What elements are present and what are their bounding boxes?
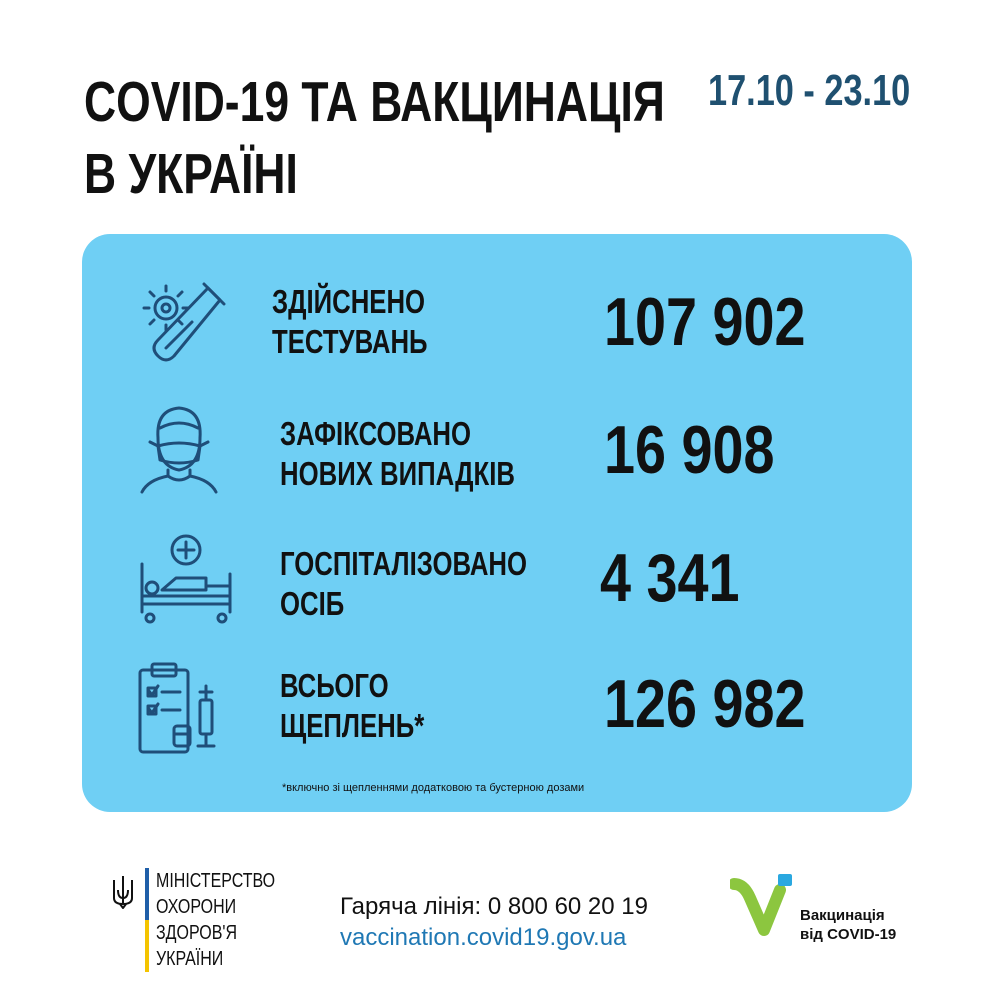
hospitalized-label — [280, 544, 527, 624]
ministry-line-1: МІНІСТЕРСТВО — [156, 870, 276, 892]
masked-person-icon — [138, 402, 220, 496]
flag-blue-bar — [145, 868, 149, 920]
clipboard-syringe-icon — [136, 660, 222, 756]
brand-line-2: від COVID-19 — [800, 926, 897, 943]
title-line-2: В УКРАЇНІ — [84, 142, 298, 206]
ministry-logo — [110, 868, 290, 978]
hotline-text: Гаряча лінія: 0 800 60 20 19 — [340, 893, 648, 920]
ministry-line-4: УКРАЇНИ — [156, 948, 224, 970]
cases-label — [280, 414, 515, 494]
test-tube-virus-icon — [136, 278, 226, 368]
tests-value: 107 902 — [604, 284, 806, 360]
tests-label — [272, 282, 428, 362]
vaccinations-label-line-1: ВСЬОГО — [280, 667, 389, 704]
cases-label-line-1: ЗАФІКСОВАНО — [280, 415, 472, 452]
date-range: 17.10 - 23.10 — [708, 66, 911, 115]
vaccination-brand-logo-icon — [730, 870, 800, 950]
vaccinations-label-line-2: ЩЕПЛЕНЬ* — [280, 707, 425, 744]
flag-yellow-bar — [145, 920, 149, 972]
cases-value: 16 908 — [604, 412, 775, 488]
vaccination-brand-text — [800, 906, 896, 944]
website-link[interactable]: vaccination.covid19.gov.ua — [340, 924, 627, 951]
hospitalized-value: 4 341 — [600, 540, 740, 616]
ministry-name — [156, 868, 275, 972]
cases-label-line-2: НОВИХ ВИПАДКІВ — [280, 455, 515, 492]
page-title — [84, 66, 665, 210]
title-line-1: COVID-19 ТА ВАКЦИНАЦІЯ — [84, 70, 665, 134]
tests-label-line-2: ТЕСТУВАНЬ — [272, 323, 428, 360]
ministry-line-3: ЗДОРОВ'Я — [156, 922, 237, 944]
trident-icon — [110, 874, 136, 910]
ministry-line-2: ОХОРОНИ — [156, 896, 237, 918]
footnote: *включно зі щепленнями додатковою та бустерною дозами — [282, 782, 585, 794]
vaccinations-value: 126 982 — [604, 666, 806, 742]
tests-label-line-1: ЗДІЙСНЕНО — [272, 283, 426, 320]
hospitalized-label-line-1: ГОСПІТАЛІЗОВАНО — [280, 545, 528, 582]
hospital-bed-icon — [136, 530, 236, 626]
vaccinations-label — [280, 666, 424, 746]
brand-line-1: Вакцинація — [800, 907, 885, 924]
hospitalized-label-line-2: ОСІБ — [280, 585, 345, 622]
